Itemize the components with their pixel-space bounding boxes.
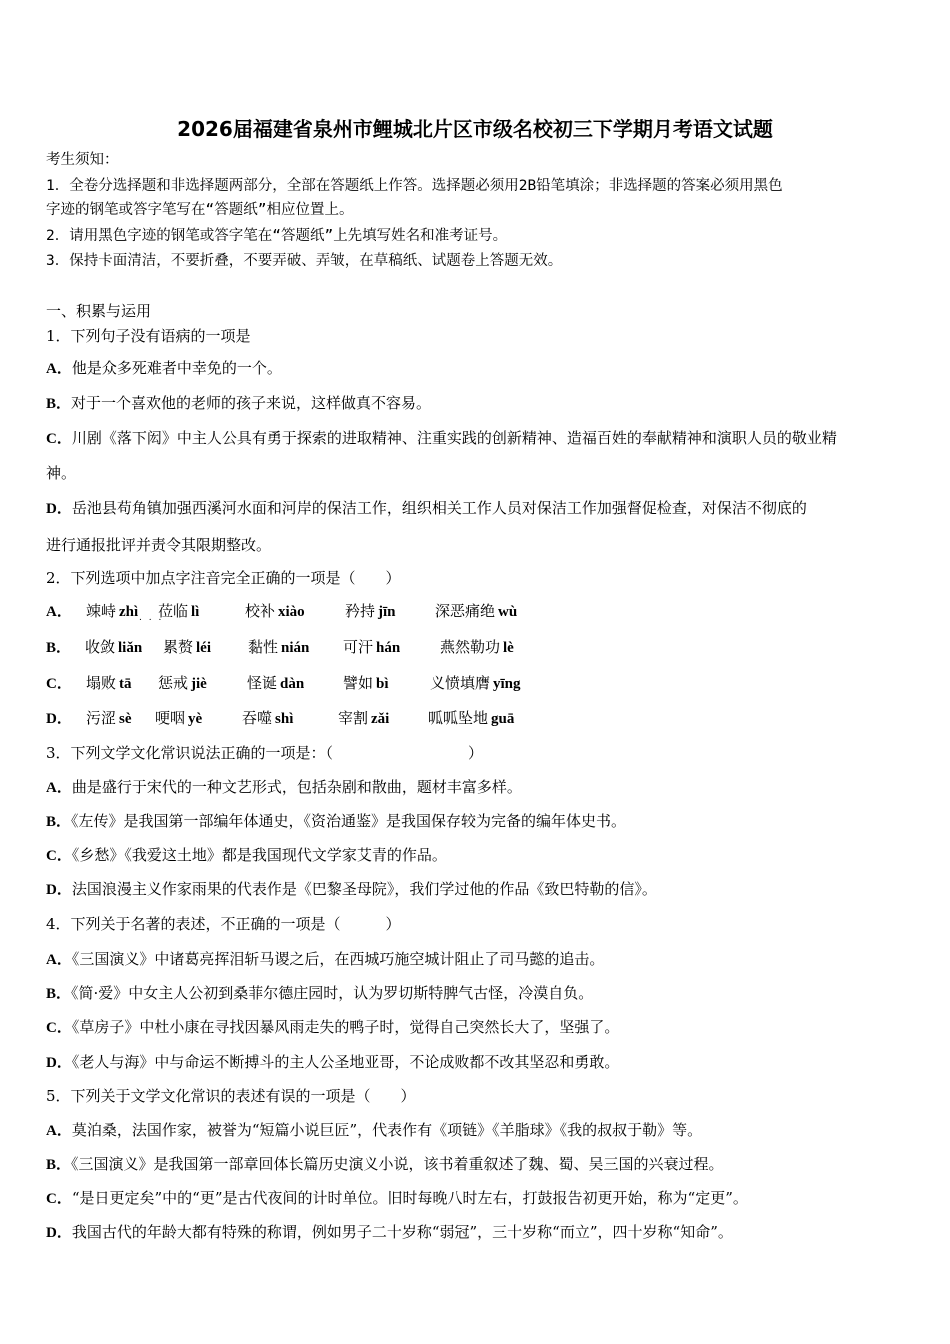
option-c: [46, 1188, 748, 1209]
option-text: 《乡愁》《我爱这土地》都是我国现代文学家艾青的作品。: [71, 846, 447, 864]
pinyin-item: [86, 601, 138, 622]
word: 哽咽: [155, 709, 186, 727]
option-d-cont: 进行通报批评并责令其限期整改。: [46, 536, 272, 554]
option-d: [46, 1222, 733, 1243]
option-text: 法国浪漫主义作家雨果的代表作是《巴黎圣母院》，我们学过他的作品《致巴特勒的信》。: [71, 880, 657, 898]
option-label: D．: [46, 501, 72, 517]
option-c-cont: 神。: [46, 464, 77, 482]
option-d: [46, 1052, 619, 1073]
notice-line: 3．保持卡面清洁，不要折叠，不要弄破、弄皱，在草稿纸、试题卷上答题无效。: [46, 253, 563, 269]
option-label: C．: [46, 848, 72, 864]
word: 吞噬: [242, 709, 273, 727]
option-a: [46, 949, 604, 970]
question-stem: 3．下列文学文化常识说法正确的一项是：（ ）: [46, 744, 484, 762]
word: 深恶痛绝: [435, 602, 496, 620]
notice-line: 字迹的钢笔或答字笔写在“答题纸”相应位置上。: [46, 202, 354, 218]
option-label: B．: [46, 986, 72, 1002]
option-c: [46, 428, 837, 449]
pinyin-item: [430, 673, 521, 694]
option-d: [46, 498, 807, 519]
option-label: D．: [46, 1225, 72, 1241]
pinyin: yīng: [493, 676, 521, 692]
pinyin-item: [345, 601, 396, 622]
pinyin: yè: [188, 711, 203, 727]
pinyin: jiè: [191, 676, 207, 692]
option-c: [46, 1017, 619, 1038]
notice-line: 2．请用黑色字迹的钢笔或答字笔在“答题纸”上先填写姓名和准考证号。: [46, 228, 508, 244]
option-b: [46, 983, 593, 1004]
pinyin-item: [245, 601, 305, 622]
word: 譬如: [343, 674, 374, 692]
pinyin: hán: [376, 640, 401, 656]
pinyin-item: [86, 708, 132, 729]
pinyin: zǎi: [371, 711, 390, 727]
pinyin-option-row: [46, 601, 906, 621]
option-text: 曲是盛行于宋代的一种文艺形式，包括杂剧和散曲，题材丰富多样。: [71, 778, 522, 796]
pinyin-item: [158, 673, 207, 694]
option-a: [46, 358, 282, 379]
option-text: 他是众多死难者中幸免的一个。: [71, 359, 282, 377]
option-d: [46, 879, 657, 900]
option-label: C．: [46, 431, 72, 447]
option-a: [46, 777, 522, 798]
word: 污涩: [86, 709, 117, 727]
option-b: [46, 811, 626, 832]
option-label: B．: [46, 1157, 72, 1173]
option-label: D．: [46, 711, 72, 727]
option-label: A．: [46, 780, 72, 796]
option-c: [46, 845, 447, 866]
pinyin-item: [338, 708, 389, 729]
pinyin: nián: [281, 640, 310, 656]
pinyin: tā: [119, 676, 132, 692]
word: 惩戒: [158, 674, 189, 692]
question-stem: 1．下列句子没有语病的一项是: [46, 327, 251, 345]
pinyin-item: [155, 708, 202, 729]
pinyin: shì: [275, 711, 294, 727]
pinyin: bì: [376, 676, 389, 692]
pinyin-item: [428, 708, 514, 729]
option-text: 《简·爱》中女主人公初到桑菲尔德庄园时，认为罗切斯特脾气古怪，冷漠自负。: [71, 984, 594, 1002]
word: 呱呱坠地: [428, 709, 489, 727]
option-label: B．: [46, 814, 72, 830]
pinyin-item: [343, 673, 389, 694]
option-label: A．: [46, 1123, 72, 1139]
option-text: 岳池县苟角镇加强西溪河水面和河岸的保洁工作，组织相关工作人员对保洁工作加强督促检查，对保洁不彻底的: [71, 499, 807, 517]
pinyin: zhì: [119, 604, 139, 620]
pinyin: léi: [196, 640, 212, 656]
option-label: D．: [46, 1055, 72, 1071]
pinyin: dàn: [280, 676, 305, 692]
word: 燕然勒功: [440, 638, 501, 656]
word: 收敛: [85, 638, 116, 656]
pinyin: liǎn: [118, 640, 143, 656]
section-heading: 一、积累与运用: [46, 302, 152, 320]
option-label: B．: [46, 396, 72, 412]
word: 黏性: [248, 638, 279, 656]
pinyin-item: [247, 673, 304, 694]
pinyin-item: [85, 637, 142, 658]
word: 竦峙: [86, 602, 117, 620]
pinyin-item: [435, 601, 517, 622]
option-label: D．: [46, 882, 72, 898]
pinyin: jīn: [378, 604, 396, 620]
word: 莅临: [158, 602, 189, 620]
word: 宰割: [338, 709, 369, 727]
pinyin-item: [343, 637, 400, 658]
pinyin-option-row: [46, 673, 906, 693]
pinyin-item: [248, 637, 309, 658]
option-label: C．: [46, 676, 72, 692]
pinyin: lì: [191, 604, 200, 620]
option-label: A．: [46, 604, 72, 620]
option-text: 《三国演义》中诸葛亮挥泪斩马谡之后，在西城巧施空城计阻止了司马懿的追击。: [71, 950, 605, 968]
pinyin: xiào: [278, 604, 305, 620]
notice-heading: 考生须知：: [46, 152, 119, 168]
option-label: C．: [46, 1020, 72, 1036]
word: 可汗: [343, 638, 374, 656]
word: 累赘: [163, 638, 194, 656]
emphasis-dots: . . .: [139, 613, 164, 623]
option-text: 《左传》是我国第一部编年体通史，《资治通鉴》是我国保存较为完备的编年体史书。: [71, 812, 627, 830]
word: 塌败: [86, 674, 117, 692]
option-label: A．: [46, 952, 72, 968]
pinyin-item: [440, 637, 514, 658]
option-label: A．: [46, 361, 72, 377]
pinyin-option-row: [46, 637, 906, 657]
pinyin-item: [86, 673, 132, 694]
question-stem: 2．下列选项中加点字注音完全正确的一项是（ ）: [46, 569, 401, 587]
option-a: [46, 1120, 702, 1141]
option-text: 我国古代的年龄大都有特殊的称谓，例如男子二十岁称“弱冠”，三十岁称“而立”，四十岁称“知命”。: [71, 1223, 733, 1241]
pinyin-item: [242, 708, 293, 729]
option-label: C．: [46, 1191, 72, 1207]
pinyin: lè: [503, 640, 514, 656]
word: 矜持: [345, 602, 376, 620]
pinyin-item: [158, 601, 199, 622]
question-stem: 4．下列关于名著的表述，不正确的一项是（ ）: [46, 915, 401, 933]
option-text: “是日更定矣”中的“更”是古代夜间的计时单位。旧时每晚八时左右，打鼓报告初更开始，称为“定更”。: [71, 1189, 748, 1207]
option-text: 《三国演义》是我国第一部章回体长篇历史演义小说，该书着重叙述了魏、蜀、吴三国的兴衰过程。: [71, 1155, 724, 1173]
notice-line: 1．全卷分选择题和非选择题两部分，全部在答题纸上作答。选择题必须用2B铅笔填涂；非选择题的答案必须用黑色: [46, 178, 783, 194]
word: 义愤填膺: [430, 674, 491, 692]
option-text: 《草房子》中杜小康在寻找因暴风雨走失的鸭子时，觉得自己突然长大了，坚强了。: [71, 1018, 620, 1036]
word: 校补: [245, 602, 276, 620]
pinyin: wù: [498, 604, 518, 620]
option-b: [46, 1154, 724, 1175]
option-text: 对于一个喜欢他的老师的孩子来说，这样做真不容易。: [71, 394, 432, 412]
pinyin-option-row: [46, 708, 906, 728]
option-text: 川剧《落下闳》中主人公具有勇于探索的进取精神、注重实践的创新精神、造福百姓的奉献精神和演职人员的敬业精: [71, 429, 837, 447]
option-b: [46, 393, 431, 414]
pinyin: guā: [491, 711, 515, 727]
option-text: 莫泊桑，法国作家，被誉为“短篇小说巨匠”，代表作有《项链》《羊脂球》《我的叔叔于勒》等。: [71, 1121, 703, 1139]
pinyin: sè: [119, 711, 132, 727]
pinyin-item: [163, 637, 211, 658]
word: 怪诞: [247, 674, 278, 692]
option-text: 《老人与海》中与命运不断搏斗的主人公圣地亚哥，不论成败都不改其坚忍和勇敢。: [71, 1053, 620, 1071]
page-title: 2026届福建省泉州市鲤城北片区市级名校初三下学期月考语文试题: [177, 117, 773, 141]
question-stem: 5．下列关于文学文化常识的表述有误的一项是（ ）: [46, 1087, 416, 1105]
option-label: B．: [46, 640, 72, 656]
